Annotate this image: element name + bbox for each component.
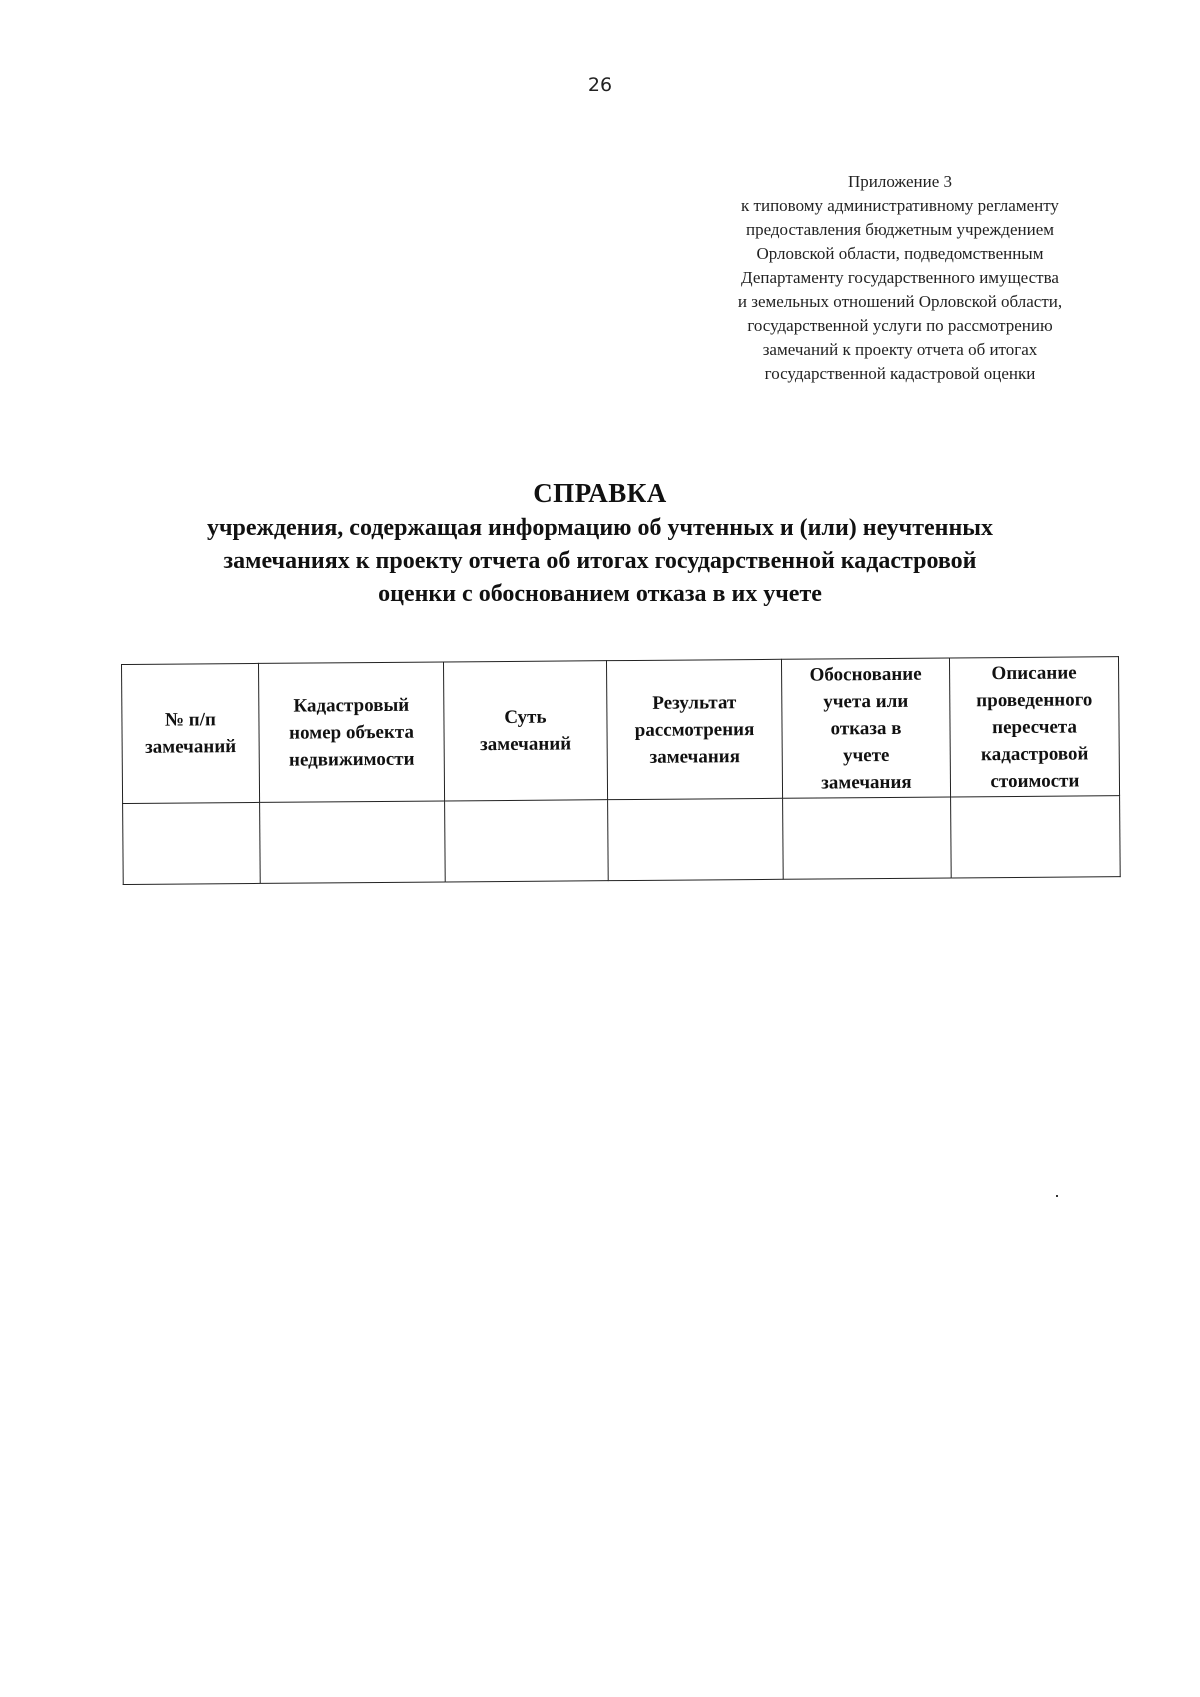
column-header-recalculation-description: Описание проведенного пересчета кадастровой стоимости bbox=[949, 657, 1119, 797]
appendix-line: к типовому административному регламенту bbox=[741, 196, 1059, 215]
appendix-line: государственной кадастровой оценки bbox=[764, 364, 1036, 383]
page-number: 26 bbox=[587, 74, 613, 96]
appendix-line: Орловской области, подведомственным bbox=[756, 244, 1044, 263]
appendix-line: Департаменту государственного имущества bbox=[741, 268, 1059, 287]
table-cell bbox=[608, 798, 784, 880]
scan-speck bbox=[1056, 1195, 1058, 1197]
column-header-cadastral-number: Кадастровый номер объекта недвижимости bbox=[258, 662, 444, 802]
column-header-number: № п/п замечаний bbox=[122, 663, 260, 803]
appendix-note bbox=[690, 170, 1110, 386]
table-row bbox=[123, 796, 1121, 885]
remarks-table bbox=[121, 656, 1121, 885]
table-header-row bbox=[122, 657, 1120, 804]
table-cell bbox=[123, 802, 261, 884]
table-cell bbox=[445, 800, 609, 882]
appendix-line: и земельных отношений Орловской области, bbox=[737, 292, 1063, 311]
document-title: СПРАВКА bbox=[533, 478, 667, 508]
column-header-review-result: Результат рассмотрения замечания bbox=[606, 659, 782, 799]
appendix-line: предоставления бюджетным учреждением bbox=[745, 220, 1054, 239]
column-header-justification: Обоснование учета или отказа в учете замечания bbox=[781, 658, 950, 798]
subtitle-line: учреждения, содержащая информацию об учтенных и (или) неучтенных bbox=[206, 515, 994, 541]
appendix-line: замечаний к проекту отчета об итогах bbox=[762, 340, 1038, 359]
subtitle-line: замечаниях к проекту отчета об итогах государственной кадастровой bbox=[223, 548, 977, 574]
column-header-remark-essence: Суть замечаний bbox=[443, 661, 607, 801]
remarks-table-container bbox=[121, 656, 1120, 885]
appendix-line: государственной услуги по рассмотрению bbox=[747, 316, 1053, 335]
appendix-line: Приложение 3 bbox=[848, 172, 952, 191]
table-cell bbox=[260, 801, 446, 883]
subtitle-line: оценки с обоснованием отказа в их учете bbox=[378, 581, 822, 607]
table-cell bbox=[783, 797, 952, 879]
document-subtitle bbox=[0, 512, 1200, 611]
table-cell bbox=[951, 796, 1121, 878]
